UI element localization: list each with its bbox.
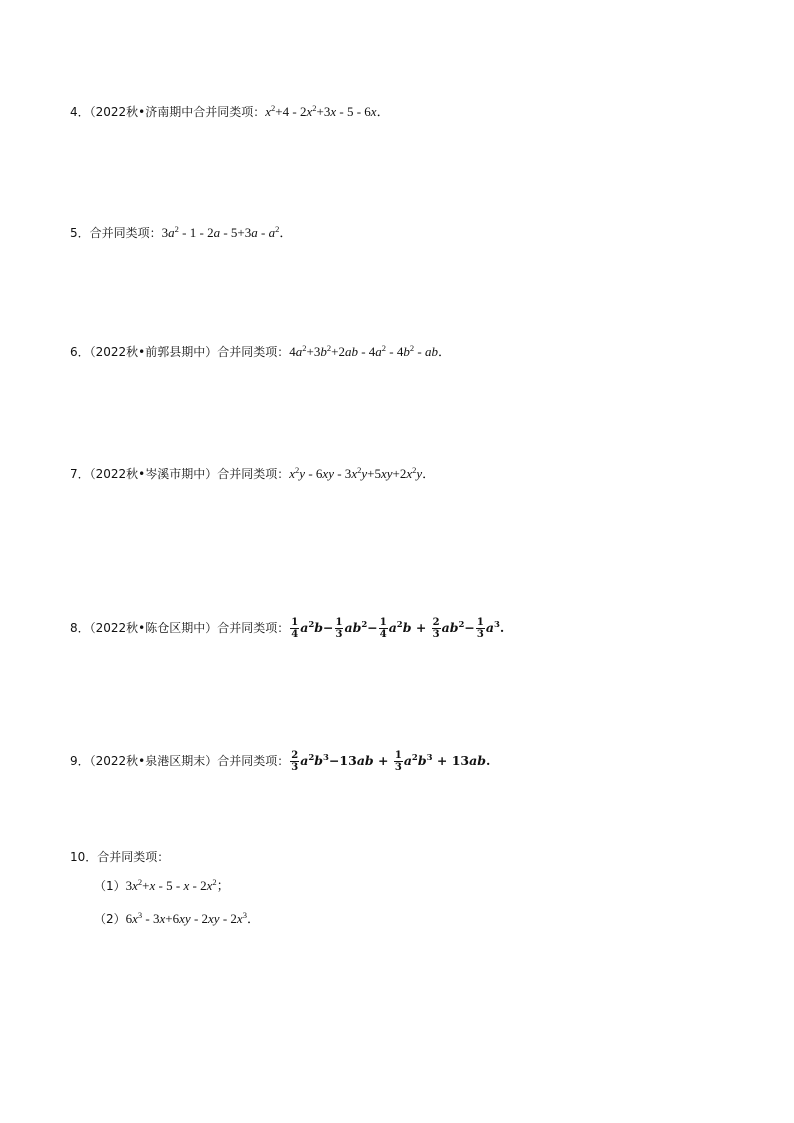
problem-expression: $x^2+4 - 2x^2+3x - 5 - 6x$． xyxy=(265,103,390,119)
problem-source: 合并同类项： xyxy=(97,850,170,864)
problem-8 xyxy=(70,617,504,640)
problem-4 xyxy=(70,104,390,120)
problem-source: （2022秋•岑溪市期中）合并同类项： xyxy=(89,467,290,481)
problem-number: 5． xyxy=(70,226,90,240)
problem-source: （2022秋•前郭县期中）合并同类项： xyxy=(89,345,290,359)
problem-expression: $3a^2 - 1 - 2a - 5+3a - a^2$． xyxy=(161,224,293,240)
problem-10 xyxy=(70,849,169,865)
problem-10-part-2 xyxy=(94,911,260,927)
problem-number: 6． xyxy=(70,345,90,359)
problem-expression: $x^2y - 6xy - 3x^2y+5xy+2x^2y$． xyxy=(289,465,436,481)
problem-9 xyxy=(70,750,490,773)
part-expression: $3x^2+x - 5 - x - 2x^2$； xyxy=(125,877,230,893)
problem-expression: $\frac{1}{4}$ $a^2b-$ $\frac{1}{3}$ $ab^2-$ $\frac{1}{4}$ $a^2b$ + $\frac{2}{3}$ $ab^2-$ $\frac{1}{3}$ $a^3$. xyxy=(291,617,505,640)
part-label: （2） xyxy=(94,912,126,926)
problem-source: 合并同类项： xyxy=(89,226,162,240)
problem-number: 7． xyxy=(70,467,90,481)
problem-source: （2022秋•济南期中合并同类项： xyxy=(89,105,266,119)
problem-number: 4． xyxy=(70,105,90,119)
problem-number: 10． xyxy=(70,850,98,864)
problem-6 xyxy=(70,344,451,360)
problem-source: （2022秋•陈仓区期中）合并同类项： xyxy=(89,621,290,635)
part-expression: $6x^3 - 3x+6xy - 2xy - 2x^3$． xyxy=(125,910,260,926)
part-label: （1） xyxy=(94,879,126,893)
problem-expression: $\frac{2}{3}$ $a^2b^3-13ab$ + $\frac{1}{3}$ $a^2b^3 + 13ab$. xyxy=(291,750,491,773)
problem-number: 9． xyxy=(70,754,90,768)
problem-expression: $4a^2+3b^2+2ab - 4a^2 - 4b^2$ - ab． xyxy=(289,343,451,359)
problem-10-part-1 xyxy=(94,878,230,894)
problem-source: （2022秋•泉港区期末）合并同类项： xyxy=(89,754,290,768)
problem-number: 8． xyxy=(70,621,90,635)
problem-5 xyxy=(70,225,292,241)
problem-7 xyxy=(70,466,435,482)
